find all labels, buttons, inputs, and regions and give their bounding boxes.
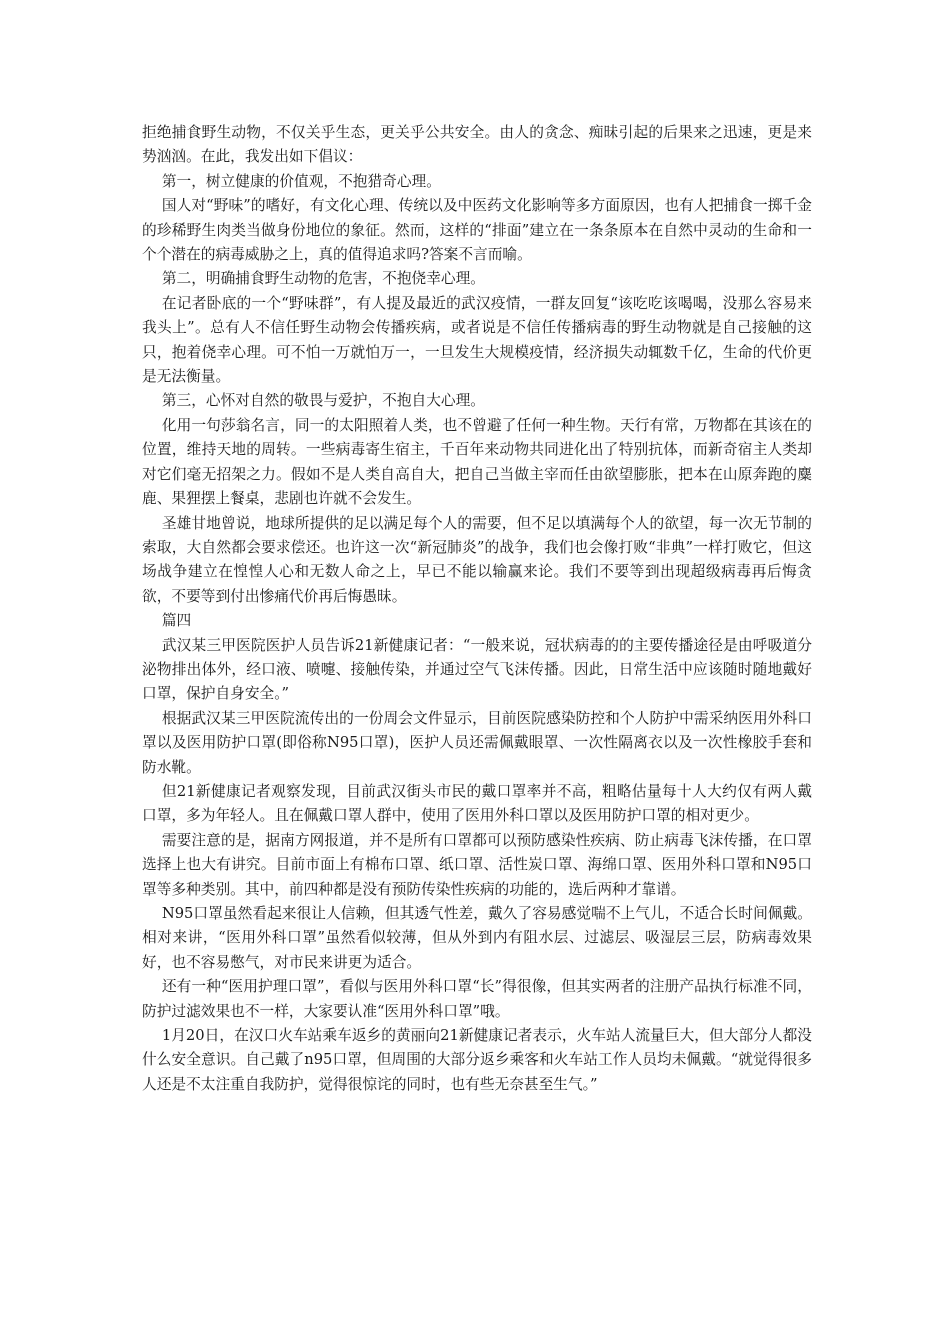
proposal-heading-3: 第三，心怀对自然的敬畏与爱护，不抱自大心理。 bbox=[161, 392, 485, 410]
paragraph: 还有一种“医用护理口罩”，看似与医用外科口罩“长”得很像，但其实两者的注册产品执行标准不同，防护过滤效果也不一样，大家要认准“医用外科口罩”哦。 bbox=[142, 978, 812, 1020]
section-title: 篇四 bbox=[161, 612, 192, 630]
paragraph: 根据武汉某三甲医院流传出的一份周会文件显示，目前医院感染防控和个人防护中需采纳医用外科口罩以及医用防护口罩(即俗称N95口罩)，医护人员还需佩戴眼罩、一次性隔离衣以及一次性橡胶手套和防水靴。 bbox=[142, 709, 812, 776]
proposal-heading-2: 第二，明确捕食野生动物的危害，不抱侥幸心理。 bbox=[161, 270, 485, 288]
paragraph: 国人对“野味”的嗜好，有文化心理、传统以及中医药文化影响等多方面原因，也有人把捕食一掷千金的珍稀野生肉类当做身份地位的象征。然而，这样的“排面”建立在一条条原本在自然中灵动的生命和一个个潜在的病毒威胁之上，真的值得追求吗?答案不言而喻。 bbox=[142, 197, 812, 264]
paragraph: 圣雄甘地曾说，地球所提供的足以满足每个人的需要，但不足以填满每个人的欲望，每一次无节制的索取，大自然都会要求偿还。也许这一次“新冠肺炎”的战争，我们也会像打败“非典”一样打败它，但这场战争建立在惶惶人心和无数人命之上，早已不能以输赢来论。我们不要等到出现超级病毒再后悔贪欲，不要等到付出惨痛代价再后悔愚昧。 bbox=[142, 514, 812, 605]
paragraph: N95口罩虽然看起来很让人信赖，但其透气性差，戴久了容易感觉喘不上气儿，不适合长时间佩戴。相对来讲，“医用外科口罩”虽然看似较薄，但从外到内有阻水层、过滤层、吸湿层三层，防病毒效果好，也不容易憋气，对市民来讲更为适合。 bbox=[142, 905, 812, 971]
paragraph: 化用一句莎翁名言，同一的太阳照着人类，也不曾避了任何一种生物。天行有常，万物都在其该在的位置，维持天地的周转。一些病毒寄生宿主，千百年来动物共同进化出了特别抗体，而新奇宿主人类却对它们毫无招架之力。假如不是人类自高自大，把自己当做主宰而任由欲望膨胀，把本在山原奔跑的麋鹿、果狸摆上餐桌，悲剧也许就不会发生。 bbox=[142, 416, 812, 508]
paragraph-intro: 拒绝捕食野生动物，不仅关乎生态，更关乎公共安全。由人的贪念、痴昧引起的后果来之迅速，更是来势汹汹。在此，我发出如下倡议： bbox=[142, 124, 812, 166]
paragraph: 1月20日，在汉口火车站乘车返乡的黄丽向21新健康记者表示，火车站人流量巨大，但大部分人都没什么安全意识。自己戴了n95口罩，但周围的大部分返乡乘客和火车站工作人员均未佩戴。“就觉得很多人还是不太注重自我防护，觉得很惊诧的同时，也有些无奈甚至生气。” bbox=[142, 1027, 812, 1093]
paragraph: 但21新健康记者观察发现，目前武汉街头市民的戴口罩率并不高，粗略估量每十人大约仅有两人戴口罩，多为年轻人。且在佩戴口罩人群中，使用了医用外科口罩以及医用防护口罩的相对更少。 bbox=[142, 782, 812, 825]
paragraph: 武汉某三甲医院医护人员告诉21新健康记者：“一般来说，冠状病毒的的主要传播途径是由呼吸道分泌物排出体外，经口液、喷嚏、接触传染，并通过空气飞沫传播。因此，日常生活中应该随时随地戴好口罩，保护自身安全。” bbox=[142, 636, 812, 703]
document-body bbox=[142, 121, 812, 1097]
proposal-heading-1: 第一，树立健康的价值观，不抱猎奇心理。 bbox=[161, 172, 441, 190]
paragraph: 在记者卧底的一个“野味群”，有人提及最近的武汉疫情，一群友回复“该吃吃该喝喝，没那么容易来我头上”。总有人不信任野生动物会传播疾病，或者说是不信任传播病毒的野生动物就是自己接触的这只，抱着侥幸心理。可不怕一万就怕万一，一旦发生大规模疫情，经济损失动辄数千亿，生命的代价更是无法衡量。 bbox=[142, 294, 812, 386]
paragraph: 需要注意的是，据南方网报道，并不是所有口罩都可以预防感染性疾病、防止病毒飞沫传播，在口罩选择上也大有讲究。目前市面上有棉布口罩、纸口罩、活性炭口罩、海绵口罩、医用外科口罩和N95口罩等多种类别。其中，前四种都是没有预防传染性疾病的功能的，选后两种才靠谱。 bbox=[142, 831, 812, 898]
